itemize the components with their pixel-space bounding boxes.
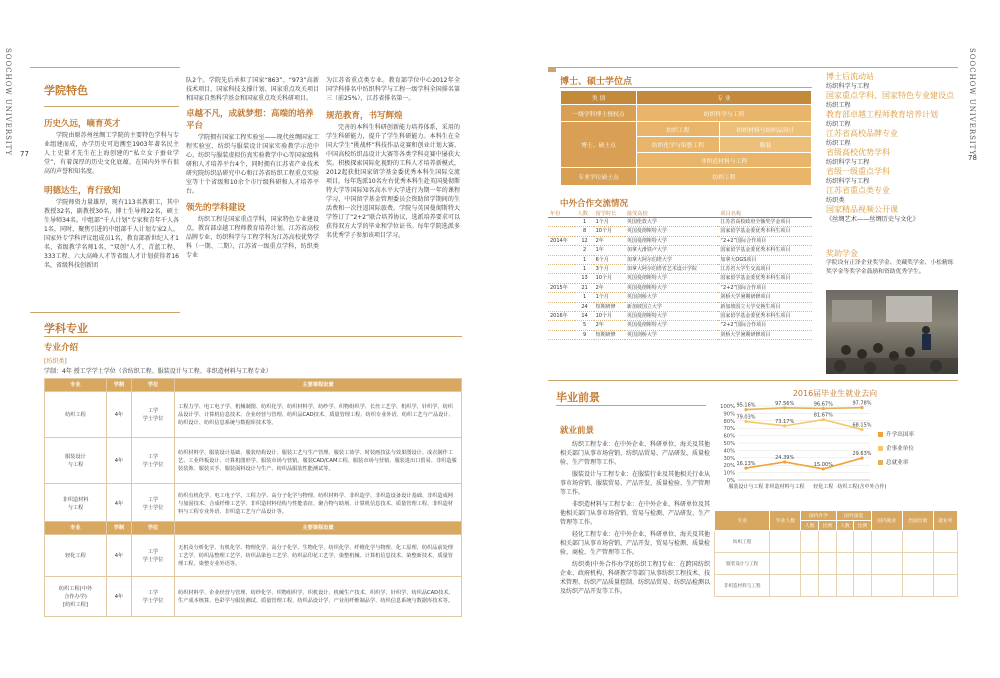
ex-cell-year: 2015年 [548,283,575,292]
deg-major-2c: 纺织化学与染整工程 [637,137,720,152]
deg-major-2a: 纺织工程 [637,121,720,136]
cell-years: 4年 [107,577,132,617]
honor-title: 省级高校优势学科 [826,148,890,157]
data-label: 81.67% [813,412,833,419]
cell-courses: 纺织材料学、服装设计基础、服装结构设计、服装工艺与生产管理、服装工效学、时装画技法与效果图设计、成衣制作工艺、工业样板设计、计算机图形学、服装市场与营销、服装CAD/CAM工程、服装市场与营销、服装进出口贸易、非织造服装装饰、服装买手、服装面料设计与生产、纺织品服装性能测试等。 [175,438,462,484]
y-tick-label: 70% [723,426,735,433]
spine-right: SOOCHOW UNIVERSITY [968,48,976,156]
x-tick-label: 服装设计与工程 [728,484,764,490]
cell-major: 纺织工程(中外 合作办学) [纺织工程] [45,577,107,617]
x-tick-label: 纺织工程(含中外合作) [837,484,887,490]
honor-title: 国家重点学科、国家特色专业建设点 [826,91,954,100]
paragraph-platforms: 学院拥有国家工程实验室——现代丝绸国家工程实验室、纺织与服装设计国家实验教学示范中心、纺织与服装虚拟仿真实验教学中心等国家级科研和人才培养平台4个，同时拥有江苏省产业技术研究院纺织品研究中心和江苏省纺织工程重点实验室等十个省级和10余个市厅级科研和人才培养平台。 [186,134,319,195]
page-number-left: 77 [20,150,29,158]
emp-th-count: 人数 [836,521,854,531]
subheading-faculty: 明德达生，育行致知 [44,186,121,196]
ex-cell-year [548,227,575,236]
category-tag: [纺织类] [44,358,67,365]
ex-cell-year [548,302,575,311]
y-tick-label: 90% [723,411,735,418]
ex-cell-duration: 6个月 [594,255,625,264]
section-title-employ: 毕业前景 [556,391,600,404]
deg-major-1: 纺织科学与工程 [637,105,812,122]
legend-label: 总就业率 [886,460,909,466]
data-label: 97.56% [775,400,795,407]
ex-cell-duration: 1个月 [594,293,625,302]
ex-cell-count: 8 [575,227,593,236]
ex-cell-university: 英国伦敦大学 [625,218,719,227]
cell-courses: 纺织材料学、企业经营与管理、纺纱化学、织物组织学、织机设计、机械生产技术、织织学、针织学、纺织品CAD技术、生产成本核算、色彩学与服装测试、质量管理工程、纺织品设计学、产业用纤维制品学、纺织信息系统与数据库技术等。 [175,577,462,617]
emp-th-grads: 毕业人数 [770,511,801,531]
honor-title: 江苏省重点类专业 [826,186,890,195]
ex-cell-year [548,246,575,255]
ex-cell-project: 剑桥大学暑期研修项目 [718,330,812,339]
th-major: 专业 [45,522,107,535]
emp-th-overseas: 出国出境 [902,511,933,531]
exchange-table [548,210,812,340]
ex-cell-university: 英国剑桥大学 [625,293,719,302]
y-tick-label: 20% [723,463,735,470]
ex-cell-project: “2+2”国际合作项目 [718,283,812,292]
table-row [715,575,958,597]
legend-swatch [878,446,883,451]
x-tick-label: 非织造材料与工程 [764,484,805,490]
th-degree: 学位 [132,522,175,535]
data-label: 97.78% [852,400,872,407]
subheading-platforms: 卓越不凡，成就梦想：高端的培养平台 [186,109,314,131]
table-row [548,246,812,255]
chart-title: 2016届毕业生就业去向 [792,389,878,398]
honor-value: 纺织类 [826,197,845,204]
paragraph-ranking: 为江苏省重点类专业。教育部学位中心2012年全国学科排名中纺织科学与工程一级学科全国排名第三（前25%），江苏省排名第一。 [326,77,460,102]
award-text: 学院设有正泽企业奖学金、美藏奖学金、小松精练奖学金等奖学金鼓励和资助优秀学生。 [826,260,954,275]
emp-cell-major: 非织造材料与工程 [715,575,770,597]
y-tick-label: 0% [726,478,735,484]
ex-cell-university: 加拿大阿尔伯塔大学 [625,255,719,264]
cell-degree: 工学 学士学位 [132,392,175,438]
ex-cell-duration: 10个月 [594,274,625,283]
table-row [548,236,812,245]
deg-major-2e: 非织造材料与工程 [637,152,812,167]
ex-cell-year: 2014年 [548,236,575,245]
honor-value: 纺织科学与工程 [826,178,870,185]
honor-title: 博士后流动站 [826,72,874,81]
page-number-right: 78 [968,154,977,162]
ex-cell-duration: 1个月 [594,218,625,227]
ex-th-count: 人数 [575,210,593,218]
ex-cell-university: 英国剑桥大学 [625,330,719,339]
subheading-history: 历史久远，嘀育英才 [44,119,121,129]
honor-value: 纺织科学与工程 [826,159,870,166]
subheading-intro: 专业介绍 [44,343,79,353]
ex-cell-university: 新加坡国立大学 [625,302,719,311]
ex-cell-duration: 2年 [594,236,625,245]
honor-title: 国家精品视频公开课 [826,205,898,214]
table-row [45,577,462,617]
y-tick-label: 10% [723,470,735,477]
ex-cell-duration: 短期研修 [594,330,625,339]
ex-cell-year [548,330,575,339]
th-years: 学制 [107,379,132,392]
data-label: 15.00% [813,461,833,468]
ex-cell-duration: 短期研修 [594,302,625,311]
th-years: 学制 [107,522,132,535]
ex-cell-duration: 2年 [594,283,625,292]
honor-title: 省级一级重点学科 [826,167,890,176]
table-row [45,392,462,438]
emp-cell-major: 服装设计与工程 [715,553,770,575]
ex-cell-project: 剑桥大学暑期研修项目 [718,293,812,302]
deg-type-1: 一级学科博士授权点 [561,105,637,122]
ex-cell-year [548,274,575,283]
degree-table [560,90,812,186]
th-courses: 主要课程设置 [175,379,462,392]
paragraph-textile-eng: 纺织工程专业：在中外企业、科研单位、海关及其他相关部门从事市场营销、纺织品贸易、产品研发、质量检验、生产管理等工作。 [560,441,711,466]
award-title: 奖助学金 [826,249,858,258]
ex-cell-duration: 1年 [594,246,625,255]
ex-cell-project: 国家留学基金委优秀本科生项目 [718,312,812,321]
spine-left: SOOCHOW UNIVERSITY [4,48,12,156]
th-major: 专业 [45,379,107,392]
paragraph-joint: 纺织类(中外合作办学)[纺织工程]专业：在跨国纺织企业、政府机构、科研教学等部门从事纺织工程技术、技术管理、纺织产品质量控制、纺织品贸易、纺织品检测以及纺织产品开发等工作。 [560,561,711,595]
ex-cell-count: 2 [575,246,593,255]
table-row [548,293,812,302]
emp-th-abroad: 国外深造 [836,511,871,521]
section-title-features: 学院特色 [44,84,88,97]
ex-cell-university: 英国曼彻斯特大学 [625,274,719,283]
data-label: 24.39% [775,454,795,461]
ex-cell-year [548,265,575,274]
employment-table [714,510,958,597]
deg-header-major: 专 业 [637,91,812,105]
paragraph-history: 学院由原苏州丝绸工学院的主要特色学科与专业组建而成，办学历史可追溯至1903年著名民主人士史量才先生在上海创建的“私立女子蚕业学堂”，有着深厚的历史文化底蕴，在国内外享有很高的声誉和知名度。 [44,132,179,175]
cell-years: 4年 [107,392,132,438]
col1 [44,82,179,270]
ex-cell-project: 江苏省高校政府全额奖学金项目 [718,218,812,227]
table-row [548,321,812,330]
program-table-2 [44,521,462,617]
cell-courses: 纺织有机化学、电工电子学、工程力学、高分子化学与物理、纺织材料学、非织造学、非织造设备设计基础、非织造成网与加固技术、合成纤维工艺学、非织造材料结构与性能表征、聚合物与助剂、计算机信息技术、质量管理工程、非织造材料与工程专业外语、非织造工艺与产品设计等。 [175,484,462,524]
table-row [548,312,812,321]
legend-label: 升学出国率 [886,432,914,438]
ex-cell-university: 英国曼彻斯特大学 [625,283,719,292]
honors-list [826,72,956,224]
paragraph-discipline: 纺织工程是国家重点学科，国家特色专业建设点，教育部卓越工程师教育培养计划、江苏省高校品牌专业，纺织科学与工程学科为江苏高校优势学科（一期、二期），江苏省一级重点学科，纺织类专业 [186,216,319,259]
emp-th-major: 专业 [715,511,770,531]
ex-cell-count: 24 [575,302,593,311]
ex-cell-university: 英国曼彻斯特大学 [625,236,719,245]
emp-th-rate: 就业率 [933,511,957,531]
emp-th-count: 人数 [801,521,819,531]
paragraph-nonwoven: 非织造材料与工程专业：在中外企业、科研单位及其他相关部门从事市场营销、贸易与检测、产品研发、生产管理等工作。 [560,501,711,526]
cell-years: 4年 [107,535,132,577]
table-row [548,255,812,264]
y-tick-label: 50% [723,441,735,447]
paragraph-projects: 队2个。学院先后承担了国家“863”、“973”高新技术项目、国家科技支撑计划、国家重点攻关项目和国家自然科学基金和国家重点攻关科研项目。 [186,77,319,102]
ex-cell-duration: 2年 [594,321,625,330]
classroom-photo [826,290,958,374]
honor-value: 纺织工程 [826,121,851,128]
table-row [715,531,958,553]
ex-cell-university: 英国曼彻斯特大学 [625,312,719,321]
subheading-discipline: 领先的学科建设 [186,203,246,213]
data-label: 79.03% [736,414,756,421]
ex-cell-count: 1 [575,255,593,264]
table-row [548,227,812,236]
data-label: 96.67% [813,401,833,408]
table-row [45,484,462,524]
ex-cell-count: 1 [575,265,593,274]
program-table-1 [44,378,462,524]
data-label: 95.16% [736,402,756,409]
cell-degree: 工学 学士学位 [132,577,175,617]
th-courses: 主要课程设置 [175,522,462,535]
series-line [746,458,862,469]
y-tick-label: 40% [723,448,735,455]
deg-header-type: 类 别 [561,91,637,105]
employ-text [560,440,710,596]
ex-cell-university: 加拿大阿尔伯塔省艺术设计学院 [625,265,719,274]
ex-cell-project: 加拿大OGS项目 [718,255,812,264]
degree-summary: 学制：4年 授工学学士学位（含纺织工程、服装设计与工程、非织造材料与工程专业） [44,368,272,375]
ex-cell-project: 国家留学基金委优秀本科生项目 [718,274,812,283]
section-title-grad: 博士、硕士学位点 [560,77,633,87]
ex-cell-count: 13 [575,274,593,283]
legend-swatch [878,460,883,465]
paragraph-education: 完善的本科生科研创新能力培养体系，采用的学生科研能力，提升了学生科研能力。本科生在全国大学生“挑战杯”科技作品竞赛和创业计划大赛、中国高校纺织品设计大赛等各类学科竞赛中屡获大奖。积极探索国际化视野的工科人才培养新模式，2012起获批国家留学基金委优秀本科生国际交流项目，每年选派10名左右优秀本科生赴英国曼彻斯特大学等国际知名高水平大学进行为期一年的课程学习，中国留学基金管理委员会资助留学期间的生活费和一次往返国际旅费。学院与英国曼彻斯特大学签订了“2+2”联合培养协议，选派培养要求可以获得双方大学的毕业和学位证书。每年学院选派多名优秀学子参加该项目学习。 [326,124,460,239]
data-label: 16.13% [736,461,756,468]
ex-cell-year [548,321,575,330]
ex-cell-duration: 10个月 [594,227,625,236]
cell-degree: 工学 学士学位 [132,535,175,577]
table-row [548,330,812,339]
ex-cell-count: 9 [575,330,593,339]
ex-cell-project: 国家留学基金委优秀本科生项目 [718,227,812,236]
y-tick-label: 30% [723,455,735,462]
paragraph-faculty: 学院师资力量雄厚，现有113名教职工，其中教授32名，副教授30名，博士生导师22名，硕士生导师34名。中组部“千人计划”专家和青年千人各1名，同时，聚焦引进的中组部千人计划专家2人，国家外专学科评议组成员1名，教育部新世纪人才1名，省级教学名师1名，“双创”人才、青蓝工程、333工程、六大高峰人才等省级人才计划获得者16名，省级科技创新团 [44,199,179,269]
cell-degree: 工学 学士学位 [132,484,175,524]
ex-cell-project: 新加坡国立大学交换生项目 [718,302,812,311]
honor-value: 纺织科学与工程 [826,83,870,90]
deg-major-3: 纺织工程 [637,168,812,186]
ex-cell-project: “2+2”国际合作项目 [718,236,812,245]
ex-th-duration: 留学时长 [594,210,625,218]
deg-major-2d: 服装 [719,137,811,152]
emp-th-employed: 国内就业 [871,511,902,531]
ex-cell-project: 江苏省大学生交流项目 [718,265,812,274]
table-row [548,302,812,311]
ex-cell-duration: 3个月 [594,265,625,274]
table-row [548,274,812,283]
honor-value: 纺织工程 [826,140,851,147]
ex-cell-count: 21 [575,283,593,292]
cell-degree: 工学 学士学位 [132,438,175,484]
ex-cell-count: 1 [575,293,593,302]
cell-courses: 无机及分析化学、有机化学、物理化学、高分子化学、生物化学、纺织化学、纤维化学与物理、化工原理、纺织品前处理工艺学、纺织品整理工艺学、纺织品染色工艺学、纺织品印花工艺学、染整机械、计算机信息技术、染整新技术、质量管理工程、染整专业外语等。 [175,535,462,577]
emp-cell-major: 纺织工程 [715,531,770,553]
ex-cell-year [548,293,575,302]
y-tick-label: 80% [723,418,735,425]
table-row [548,265,812,274]
data-label: 73.17% [775,418,795,425]
ex-cell-count: 14 [575,312,593,321]
cell-major: 服装设计 与工程 [45,438,107,484]
ex-cell-university: 英国曼彻斯特大学 [625,227,719,236]
subheading-education: 规范教育，书写辉煌 [326,111,403,121]
employment-chart [712,400,958,502]
ex-th-project: 项目名称 [718,210,812,218]
deg-type-3: 专业学位硕士点 [561,168,637,186]
data-label: 29.63% [852,451,872,458]
y-tick-label: 100% [720,404,735,410]
paragraph-light-chem: 轻化工程专业：在中外企业、科研单位、海关及其他相关部门从事市场营销、产品开发、贸易与检测、质量检验、商检、生产管理等工作。 [560,531,711,556]
x-tick-label: 轻化工程 [813,484,834,490]
legend-swatch [878,432,883,437]
col2 [186,76,319,260]
table-row [715,553,958,575]
section-title-major: 学科专业 [44,322,88,335]
ex-cell-year [548,218,575,227]
cell-years: 4年 [107,438,132,484]
table-row [45,438,462,484]
ex-cell-count: 12 [575,236,593,245]
series-line [746,408,862,410]
th-degree: 学位 [132,379,175,392]
table-row [548,283,812,292]
honor-value: 《丝绸艺术——丝绸历史与文化》 [826,216,919,223]
legend-label: 企事业单位 [886,446,914,452]
data-label: 68.15% [852,422,872,429]
ex-cell-university: 加拿大滑铁卢大学 [625,246,719,255]
ex-cell-university: 英国曼彻斯特大学 [625,321,719,330]
deg-major-2b: 纺织材料与纺织品设计 [719,121,811,136]
emp-th-domestic: 国内升学 [801,511,836,521]
honor-value: 纺织工程 [826,102,851,109]
ex-cell-duration: 10个月 [594,312,625,321]
ex-cell-count: 5 [575,321,593,330]
cell-years: 4年 [107,484,132,524]
ex-cell-year [548,255,575,264]
ex-cell-year: 2016年 [548,312,575,321]
col3 [326,76,460,240]
paragraph-apparel: 服装设计与工程专业：在服装行业及其他相关行业从事市场营销、服装贸易、产品开发、质量检验、生产管理等工作。 [560,471,711,496]
table-row [548,218,812,227]
honor-title: 教育部卓越工程师教育培养计划 [826,110,938,119]
ex-cell-project: 国家留学基金委优秀本科生项目 [718,246,812,255]
subheading-exchange: 中外合作交流情况 [560,199,629,209]
subheading-prospects: 就业前景 [560,426,595,436]
emp-th-ratio: 比例 [819,521,837,531]
cell-major: 非织造材料 与工程 [45,484,107,524]
honor-title: 江苏省高校品牌专业 [826,129,898,138]
cell-major: 纺织工程 [45,392,107,438]
deg-type-2: 博士、硕士点 [561,121,637,167]
table-row [45,535,462,577]
ex-cell-project: “2+2”国际合作项目 [718,321,812,330]
emp-th-ratio: 比例 [854,521,872,531]
ex-th-university: 接受高校 [625,210,719,218]
ex-th-year: 年份 [548,210,575,218]
y-tick-label: 60% [723,433,735,440]
cell-courses: 工程力学、电工电子学、机械制图、纺织化学、纺织材料学、纺纱学、织物组织学、长丝工艺学、机织学、针织学、纺织品设计学、计算机信息技术、企业经营与管理、纺织品CAD技术、质量管理工程、纺织专业外语、纺织工艺与产品设计、纺织设计、纺织信息系统与数据库技术等。 [175,392,462,438]
cell-major: 轻化工程 [45,535,107,577]
ex-cell-count: 1 [575,218,593,227]
